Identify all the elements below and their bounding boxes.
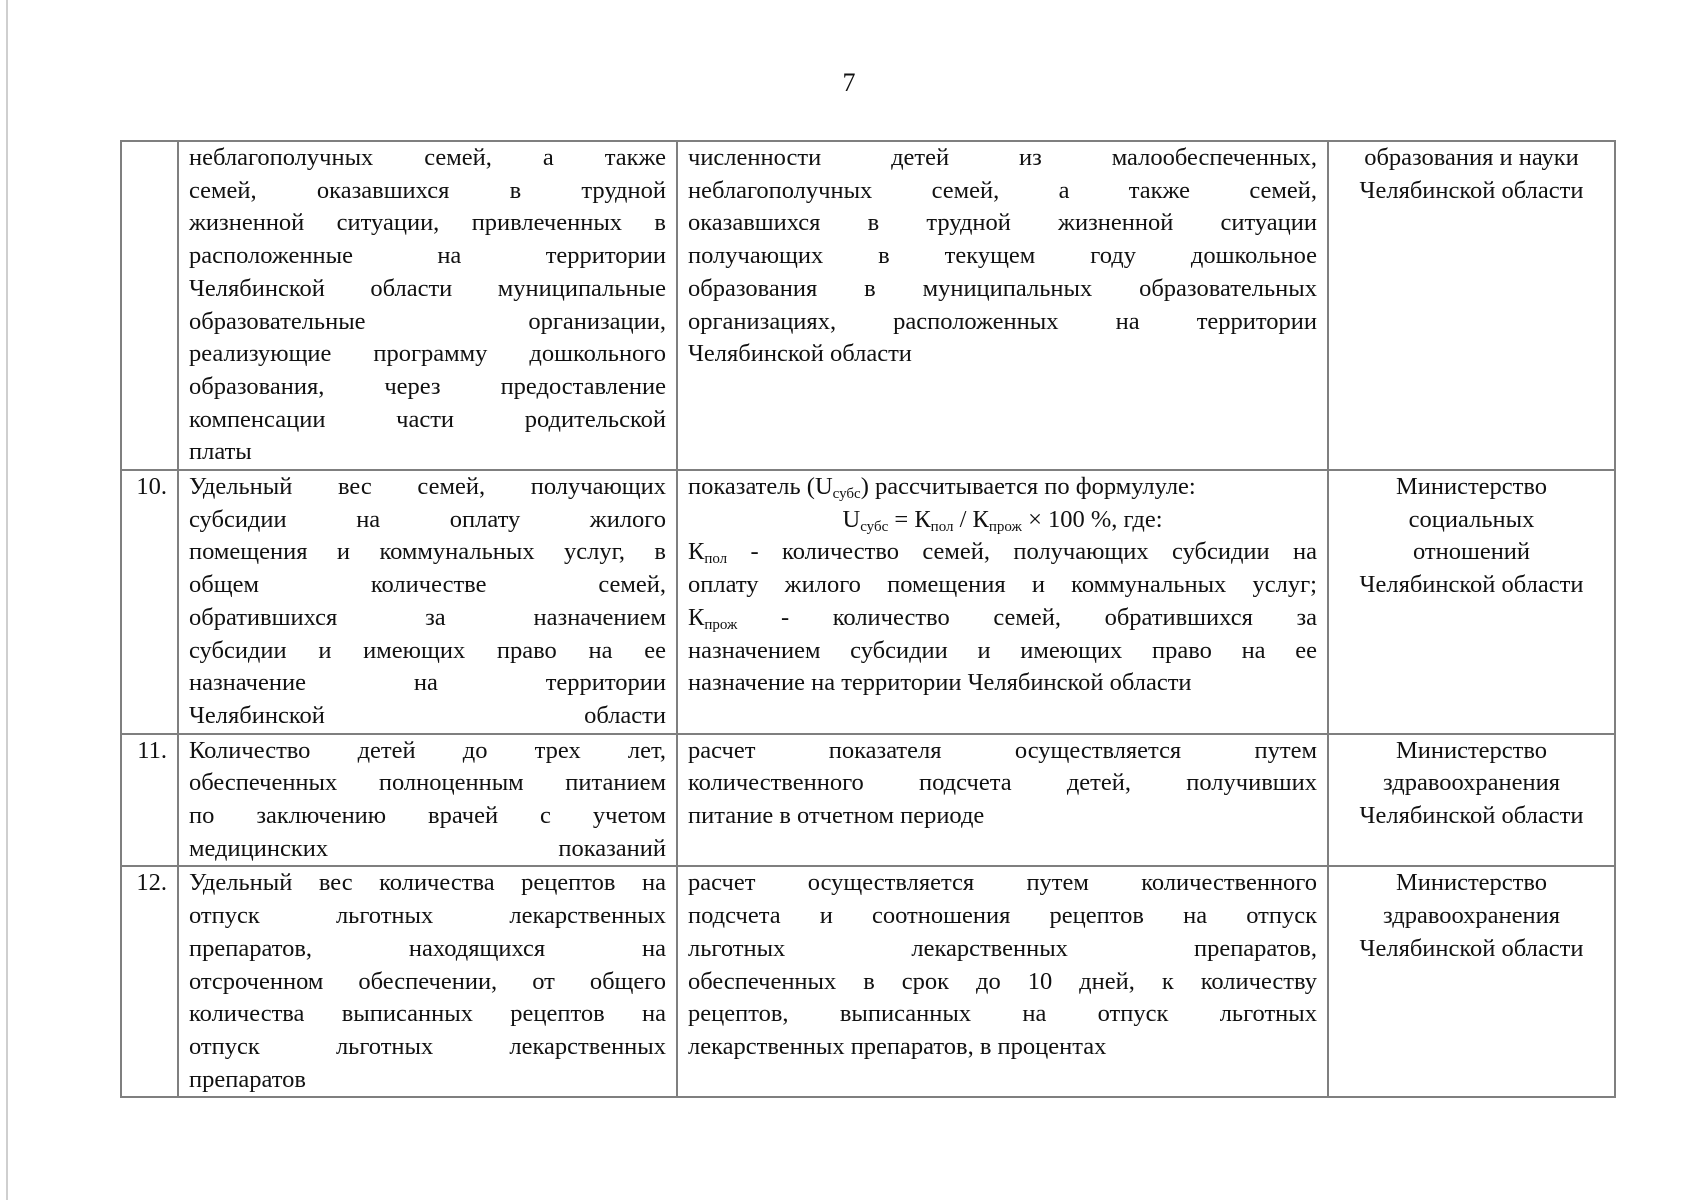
text-line: здравоохранения [1383,769,1560,797]
text-line: субсидии и имеющих право на ее [189,636,666,664]
text-line: Челябинской области [1359,934,1584,962]
text-line: питание в отчетном периоде [688,802,985,830]
indicators-table [120,140,1616,1098]
indicator-name-cell [178,141,677,470]
indicator-name-cell [178,866,677,1097]
text-line: Челябинской области муниципальные [189,274,666,302]
table-row [121,734,1615,867]
text-line: Челябинской области [189,701,666,729]
text-line: образования в муниципальных образовательных [688,274,1317,302]
indicator-name-cell [178,470,677,734]
scan-edge-line [6,0,8,1200]
text-line: социальных [1408,505,1535,533]
text-line: лекарственных препаратов, в процентах [688,1032,1107,1060]
text-line: помещения и коммунальных услуг, в [189,538,666,566]
text-line: платы [189,438,252,466]
text-line: организациях, расположенных на территории [688,307,1317,335]
text-line: оплату жилого помещения и коммунальных услуг; [688,571,1317,599]
text-line: неблагополучных семей, а также семей, [688,176,1317,204]
responsible-body-cell [1328,866,1615,1097]
text-line: компенсации части родительской [189,405,666,433]
text-line: отпуск льготных лекарственных [189,902,666,930]
text-line: отпуск льготных лекарственных [189,1032,666,1060]
text-line: расположенные на территории [189,242,666,270]
text-line: Челябинской области [1359,802,1584,830]
responsible-body-cell [1328,734,1615,867]
row-number-cell [121,141,178,470]
responsible-body-cell [1328,470,1615,734]
formula-intro-line: показатель $(U_{субс})$ рассчитывается по формулуле: [688,473,1196,503]
text-line: обеспеченных полноценным питанием [189,769,666,797]
text-line: получающих в текущем году дошкольное [688,242,1317,270]
row-number-cell: 12. [121,866,178,1097]
calculation-method-cell [677,734,1328,867]
calculation-method-cell [677,470,1328,734]
text-line: расчет осуществляется путем количественного [688,869,1317,897]
text-line: препаратов, находящихся на [189,934,666,962]
text-line: образовательные организации, [189,307,666,335]
text-line: количественного подсчета детей, получивших [688,769,1317,797]
text-line: $К_{прож}$ - количество семей, обратившихся за [688,603,1317,633]
text-line: субсидии на оплату жилого [189,505,666,533]
text-line: подсчета и соотношения рецептов на отпуск [688,902,1317,930]
text-line: реализующие программу дошкольного [189,340,666,368]
calculation-method-cell [677,866,1328,1097]
text-line: обеспеченных в срок до 10 дней, к количеству [688,967,1317,995]
text-line: Министерство [1395,473,1548,501]
text-line: образования, через предоставление [189,372,666,400]
text-line: жизненной ситуации, привлеченных в [189,209,666,237]
text-line: неблагополучных семей, а также [189,144,666,171]
table-row [121,866,1615,1097]
text-line: медицинских показаний [189,834,666,862]
text-line: семей, оказавшихся в трудной [189,176,666,204]
formula-line: $U_{субс} = К_{пол} / К_{прож} \times 100$ %, где: [842,505,1163,535]
row-number-cell: 11. [121,734,178,867]
text-line: Челябинской области [688,340,912,368]
text-line: назначение на территории [189,669,666,697]
text-line: по заключению врачей с учетом [189,802,666,830]
text-line: Удельный вес количества рецептов на [189,869,666,897]
text-line: образования и науки [1364,144,1579,171]
text-line: Удельный вес семей, получающих [189,473,666,501]
text-line: здравоохранения [1383,902,1560,930]
responsible-body-cell [1328,141,1615,470]
text-line: препаратов [189,1065,306,1093]
text-line: Министерство [1395,869,1548,897]
text-line: льготных лекарственных препаратов, [688,934,1317,962]
text-line: оказавшихся в трудной жизненной ситуации [688,209,1317,237]
page-number: 7 [842,68,856,97]
text-line: Количество детей до трех лет, [189,736,666,764]
text-line: количества выписанных рецептов на [189,1000,666,1028]
text-line: расчет показателя осуществляется путем [688,736,1317,764]
calculation-method-cell [677,141,1328,470]
text-line: отношений [1412,538,1531,566]
text-line: общем количестве семей, [189,571,666,599]
text-line: Челябинской области [1359,176,1584,204]
text-line: $К_{пол}$ - количество семей, получающих субсидии на [688,538,1317,568]
text-line: назначение на территории Челябинской области [688,669,1192,697]
indicator-name-cell [178,734,677,867]
text-line: назначением субсидии и имеющих право на ее [688,636,1317,664]
text-line: рецептов, выписанных на отпуск льготных [688,1000,1317,1028]
table-row [121,141,1615,470]
text-line: обратившихся за назначением [189,603,666,631]
row-number-cell: 10. [121,470,178,734]
text-line: Министерство [1395,736,1548,764]
text-line: численности детей из малообеспеченных, [688,144,1317,171]
table-row [121,470,1615,734]
text-line: отсроченном обеспечении, от общего [189,967,666,995]
text-line: Челябинской области [1359,571,1584,599]
